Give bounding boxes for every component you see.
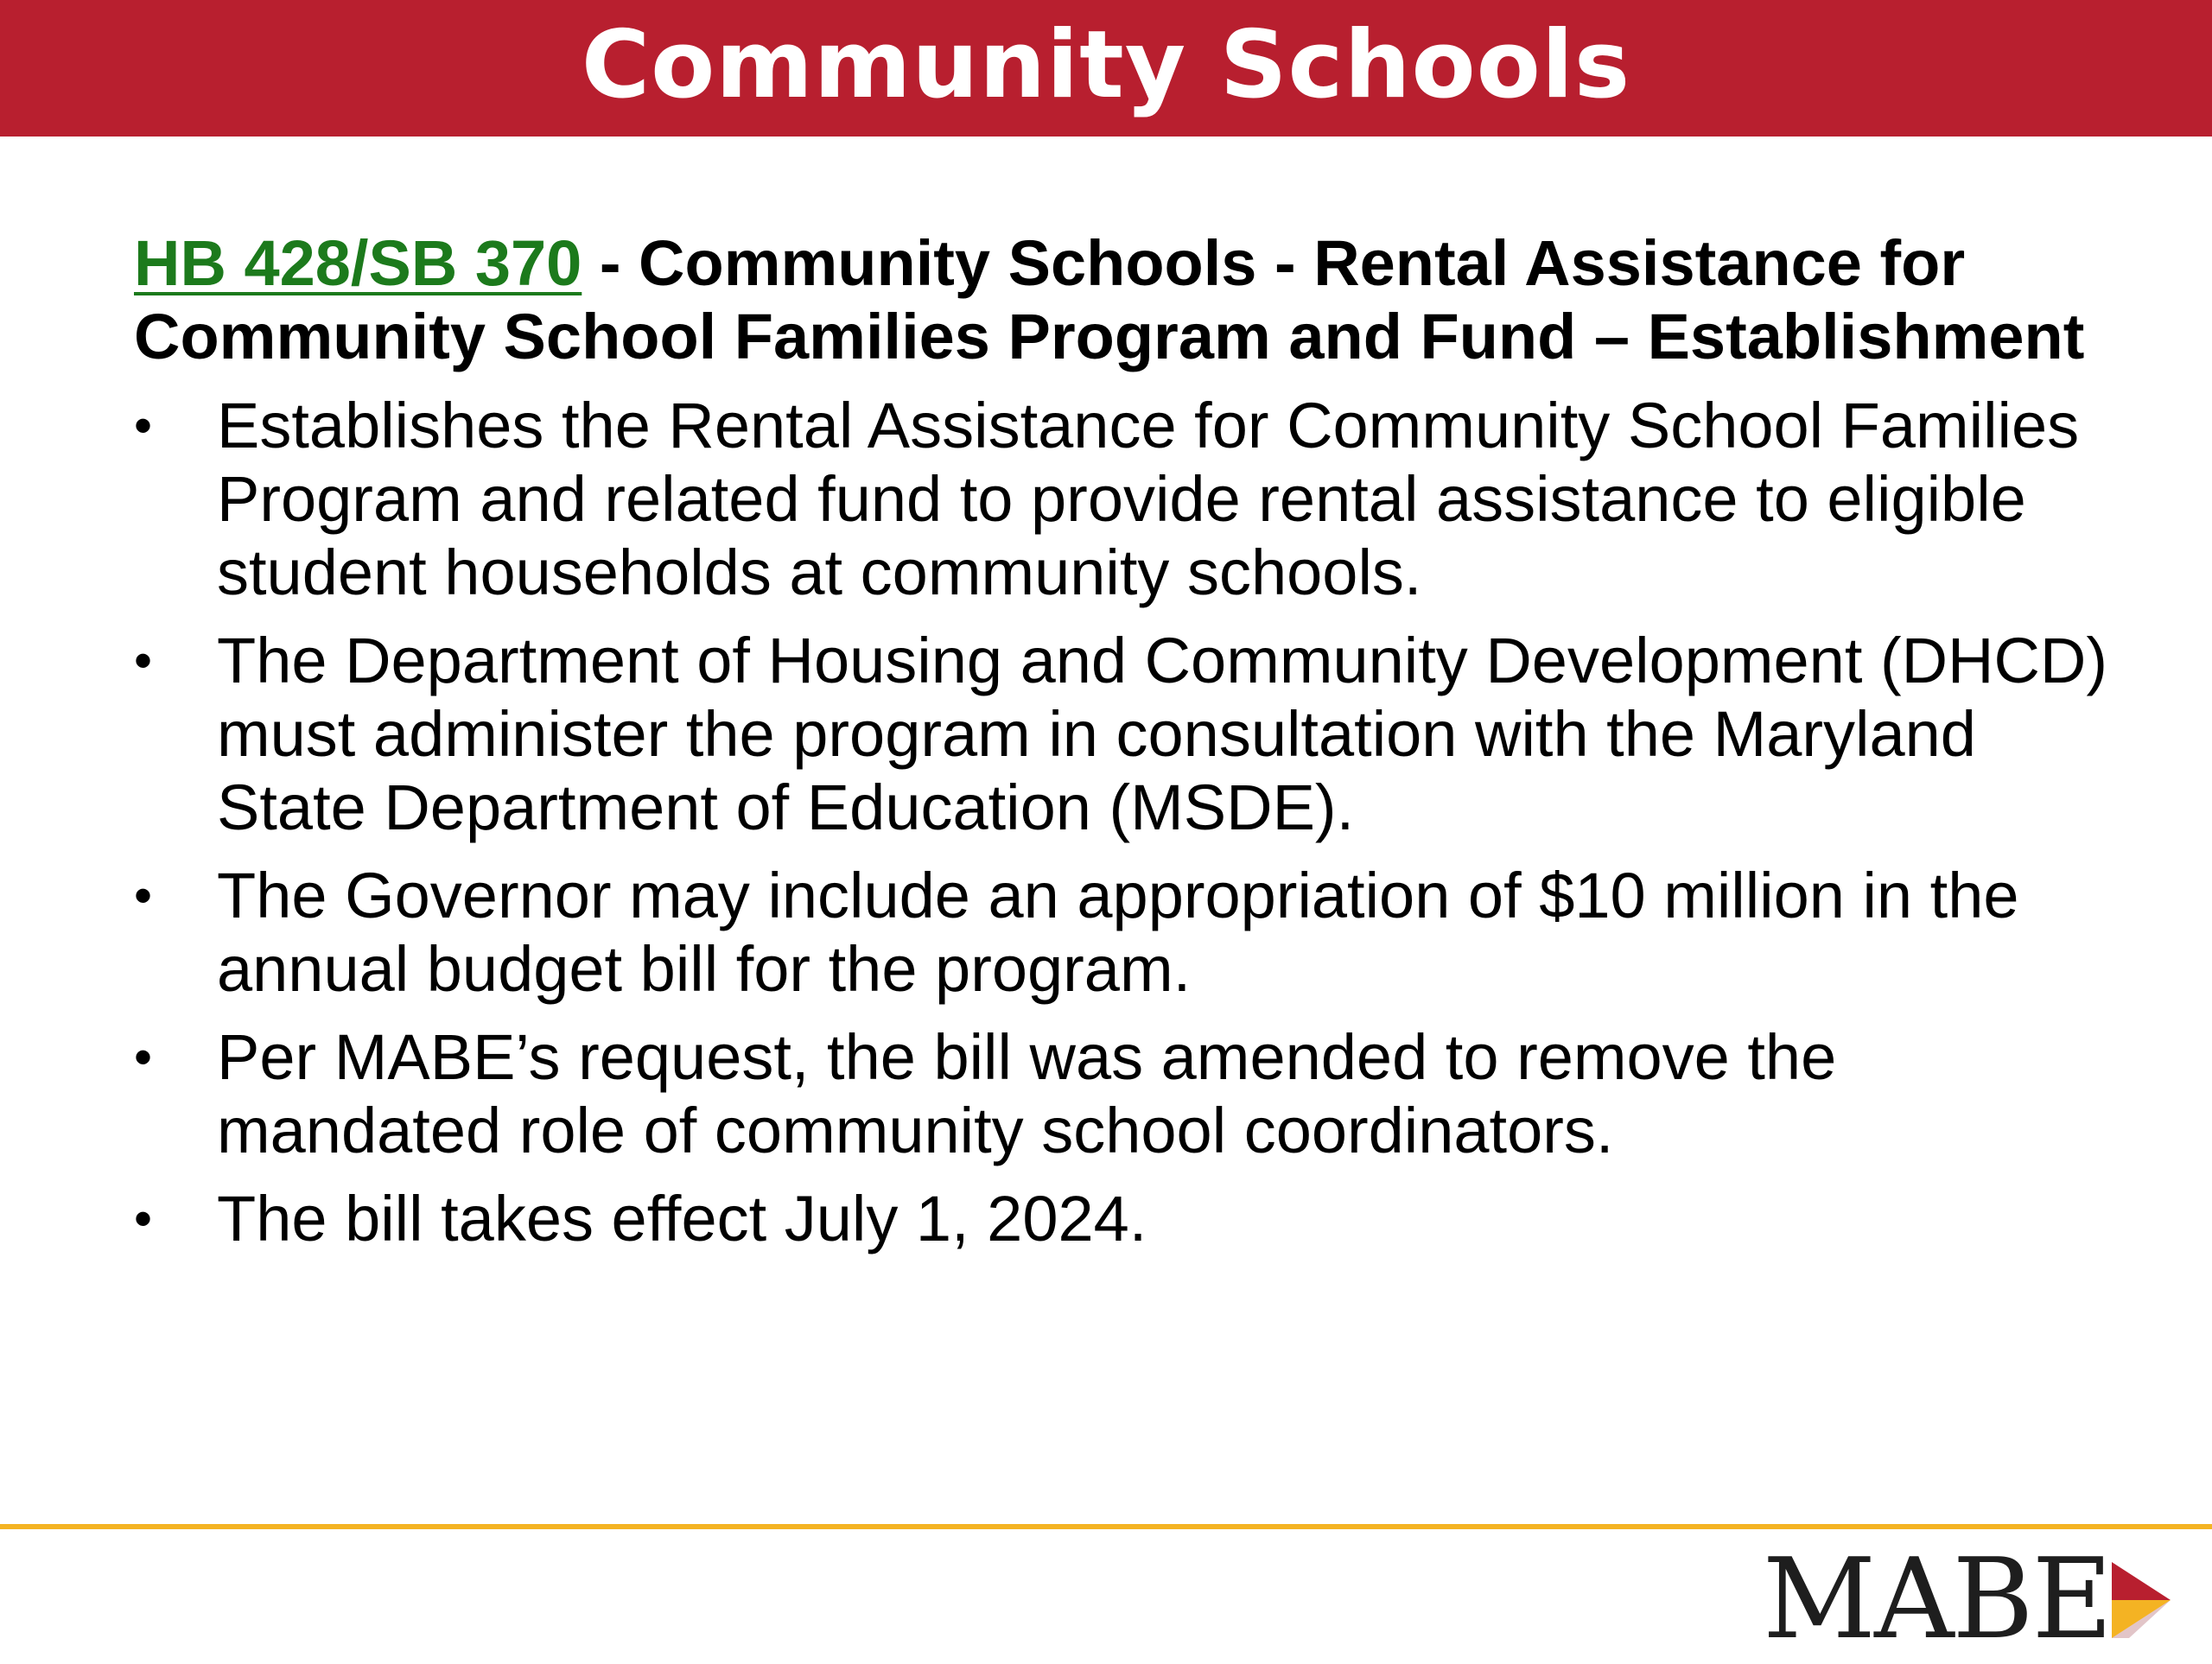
list-item	[134, 624, 2113, 844]
bullet-text: Per MABE’s request, the bill was amended to remove the mandated role of community school coordinators.	[217, 1021, 1837, 1166]
list-item	[134, 859, 2113, 1006]
mabe-arrow-icon	[2107, 1557, 2176, 1643]
title-bar	[0, 0, 2212, 137]
bullet-icon: •	[134, 397, 153, 454]
bullet-text: The bill takes effect July 1, 2024.	[217, 1183, 1147, 1254]
bullet-text: The Governor may include an appropriation of $10 million in the annual budget bill for the program.	[217, 860, 2019, 1005]
bill-number-link[interactable]: HB 428/SB 370	[134, 227, 582, 299]
bullet-icon: •	[134, 1190, 153, 1248]
bill-title: - Community Schools - Rental Assistance for Community School Families Program and Fund – Establishment	[134, 227, 2085, 372]
bullet-list	[134, 389, 2113, 1255]
bill-heading	[134, 226, 2113, 373]
mabe-logo	[1763, 1535, 2177, 1664]
slide-content	[134, 226, 2113, 1270]
bullet-icon: •	[134, 1028, 153, 1086]
list-item	[134, 1020, 2113, 1167]
page-title: Community Schools	[581, 11, 1631, 119]
footer-divider	[0, 1524, 2212, 1529]
list-item	[134, 389, 2113, 609]
list-item	[134, 1182, 2113, 1255]
bullet-icon: •	[134, 867, 153, 924]
bullet-text: The Department of Housing and Community Development (DHCD) must administer the program in consultation with the Maryland State Department of Education (MSDE).	[217, 625, 2107, 843]
bullet-icon: •	[134, 632, 153, 689]
logo-text: MABE	[1763, 1535, 2111, 1664]
bullet-text: Establishes the Rental Assistance for Community School Families Program and related fund to provide rental assistance to eligible student households at community schools.	[217, 390, 2080, 608]
